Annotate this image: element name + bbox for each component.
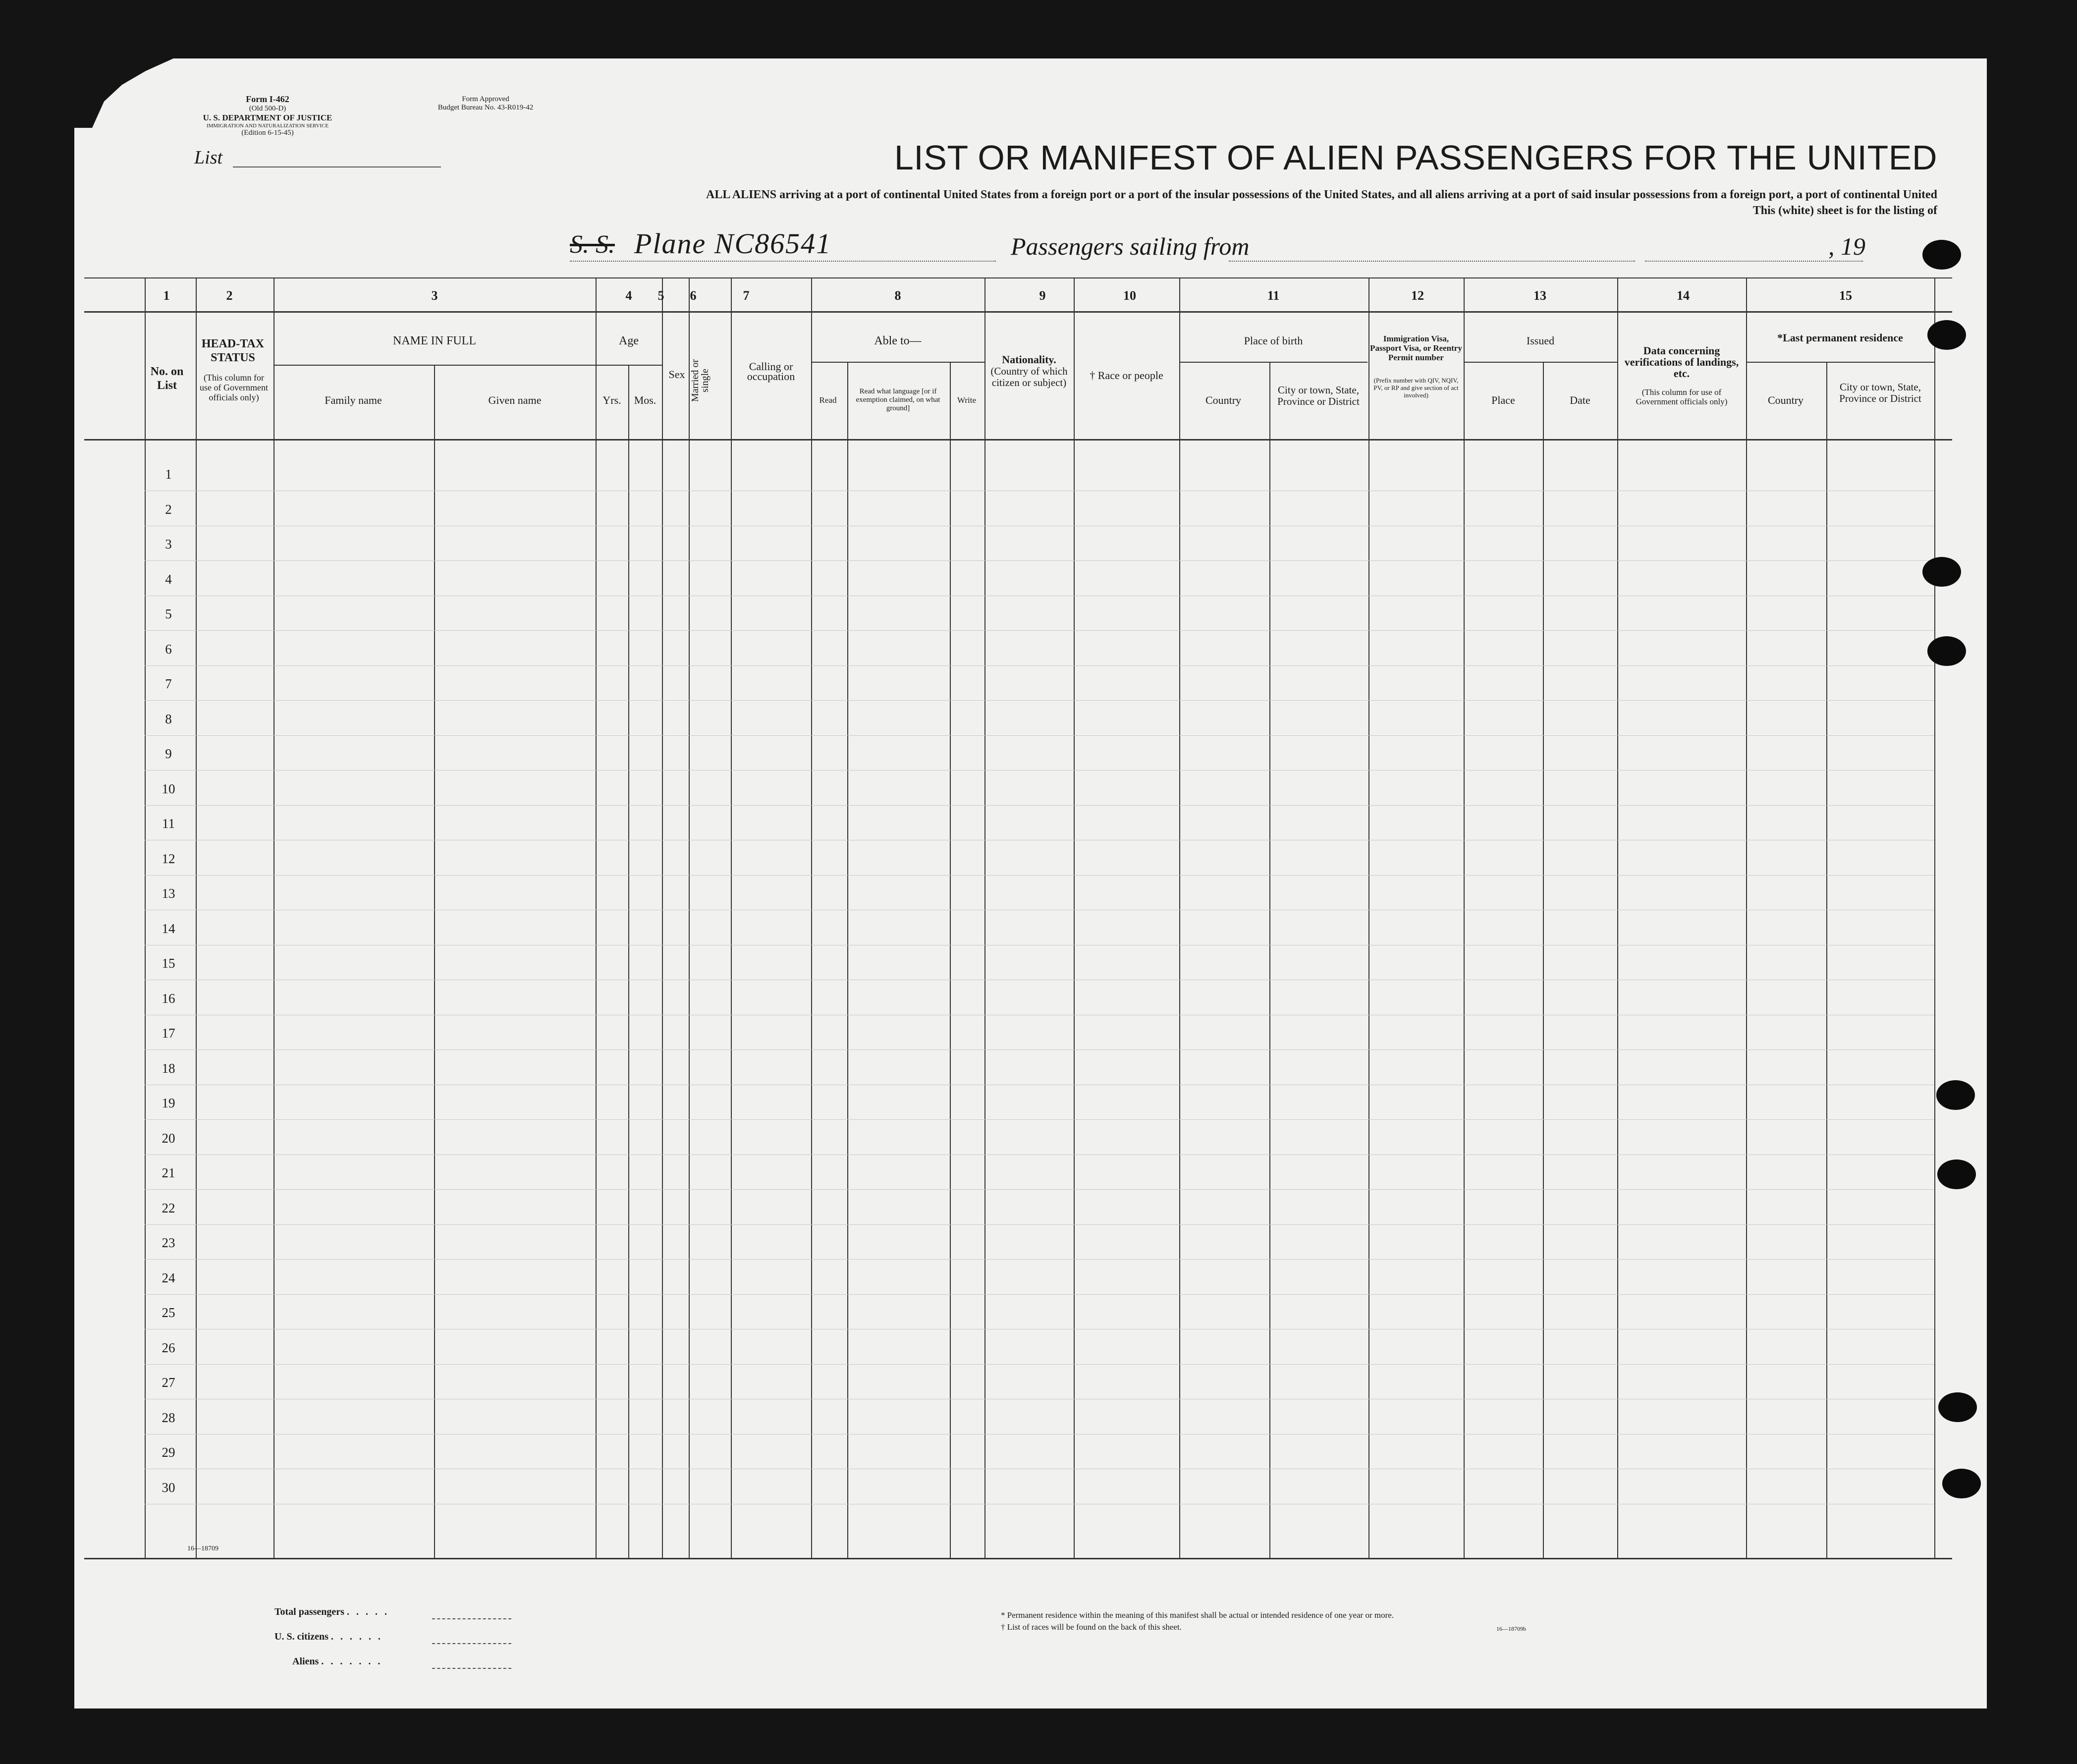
subtitle-line-1: ALL ALIENS arriving at a port of continental United States from a foreign port or a port of the insular possessions of the United States, and all aliens arriving at a port of said insular possessions from a foreign port, a port of continental United [706, 188, 1937, 201]
row-number: 20 [162, 1130, 175, 1146]
col-num-15: 15 [1839, 288, 1852, 303]
given-name-label: Given name [488, 394, 542, 406]
row-number: 10 [162, 781, 175, 796]
age-mos-label: Mos. [634, 394, 656, 406]
column-rule [628, 365, 629, 1558]
issued-date-label: Date [1570, 394, 1590, 406]
row-number: 3 [165, 537, 172, 551]
column-rule [596, 277, 597, 1558]
handwritten-vessel: Plane NC86541 [634, 227, 832, 260]
punch-hole [1922, 240, 1961, 270]
row-number: 1 [165, 467, 172, 482]
row-number: 30 [162, 1480, 175, 1495]
department-name: U. S. DEPARTMENT OF JUSTICE [203, 113, 332, 122]
col-num-4: 4 [625, 288, 632, 303]
column-rule [1368, 277, 1369, 1558]
table-row [145, 770, 1934, 771]
column-rule [1617, 277, 1618, 1558]
row-number: 24 [162, 1270, 175, 1285]
row-number: 17 [162, 1026, 175, 1041]
col-num-6: 6 [690, 288, 697, 303]
header-bottom-line [84, 439, 1952, 441]
ss-prefix: S. S. [570, 230, 615, 259]
us-citizens-label: U. S. citizens ...... [274, 1631, 387, 1642]
form-old-number: (Old 500-D) [249, 105, 286, 112]
column-rule [1543, 362, 1544, 1558]
row-number: 23 [162, 1235, 175, 1250]
row-number: 8 [165, 711, 172, 726]
column-rule [689, 277, 690, 1558]
col1-label-text: No. on List [150, 365, 184, 392]
residence-label: *Last permanent residence [1777, 331, 1903, 344]
able-to-label: Able to— [874, 334, 922, 347]
column-rule [273, 277, 274, 1558]
sailing-label: Passengers sailing from [1011, 232, 1250, 260]
row-number: 6 [165, 641, 172, 657]
table-row [145, 665, 1934, 666]
row-number: 16 [162, 991, 175, 1006]
row-number: 2 [165, 501, 172, 517]
race-people-label: † Race or people [1090, 369, 1163, 382]
footnote-races: † List of races will be found on the back of this sheet. [1001, 1622, 1182, 1632]
column-rule [731, 277, 732, 1558]
table-row [145, 1189, 1934, 1190]
print-code: 16—18709 [187, 1545, 219, 1552]
issued-label: Issued [1526, 334, 1555, 347]
service-name: IMMIGRATION AND NATURALIZATION SERVICE [206, 123, 329, 129]
calling-occupation-label: Calling or occupation [747, 360, 795, 383]
row-number: 27 [162, 1375, 175, 1390]
column-rule [1179, 277, 1180, 1558]
family-name-label: Family name [325, 394, 382, 406]
row-number: 15 [162, 956, 175, 971]
punch-hole [1937, 1159, 1976, 1189]
row-number: 28 [162, 1410, 175, 1425]
column-rule [434, 365, 435, 1558]
column-rule [1934, 277, 1935, 1558]
us-citizens-text: U. S. citizens [274, 1631, 328, 1642]
aliens-blank [432, 1668, 511, 1669]
table-row [145, 1119, 1934, 1120]
column-rule [1074, 277, 1075, 1558]
col-num-13: 13 [1533, 288, 1546, 303]
punch-hole [1927, 320, 1966, 350]
col1-label [145, 365, 189, 392]
col-num-8: 8 [894, 288, 901, 303]
nationality-label: Nationality. [1002, 353, 1056, 366]
table-row [145, 1364, 1934, 1365]
row-number: 9 [165, 746, 172, 761]
punch-hole [1922, 557, 1961, 587]
table-row [145, 1224, 1934, 1225]
year-label: , 19 [1828, 232, 1865, 260]
age-label: Age [619, 334, 639, 347]
column-rule [984, 277, 985, 1558]
visa-note: (Prefix number with QIV, NQIV, PV, or RP and give section of act involved) [1373, 377, 1459, 399]
column-rule [950, 362, 951, 1558]
birth-city-label: City or town, State, Province or District [1277, 384, 1360, 407]
nationality-note: (Country of which citizen or subject) [990, 365, 1068, 388]
col-num-5: 5 [657, 288, 664, 303]
verifications-label: Data concerning verifications of landings, etc. [1624, 344, 1739, 380]
age-yrs-label: Yrs. [602, 394, 621, 406]
column-rule [1464, 277, 1465, 1558]
form-approved: Form Approved [462, 95, 509, 103]
issued-place-label: Place [1491, 394, 1515, 406]
punch-hole [1938, 1392, 1977, 1422]
list-label: List [194, 147, 223, 168]
row-number: 14 [162, 921, 175, 936]
row-number: 18 [162, 1060, 175, 1076]
punch-hole [1927, 636, 1966, 666]
page-title: LIST OR MANIFEST OF ALIEN PASSENGERS FOR THE UNITED [894, 138, 1937, 177]
able-language-label: Read what language [or if exemption claimed, on what ground] [856, 387, 940, 412]
name-in-full-label: NAME IN FULL [393, 334, 476, 347]
issued-subheader-line [1464, 362, 1617, 363]
manifest-page [74, 58, 1987, 1709]
form-number: Form I-462 [246, 94, 289, 104]
able-subheader-line [811, 362, 984, 363]
col-num-9: 9 [1039, 288, 1046, 303]
row-number: 11 [162, 816, 175, 831]
headtax-label: HEAD-TAX STATUS [201, 337, 265, 364]
col-num-7: 7 [743, 288, 750, 303]
aliens-label: Aliens ....... [292, 1656, 387, 1667]
row-number: 13 [162, 886, 175, 901]
column-rule [1269, 362, 1270, 1558]
headtax-note: (This column for use of Government officials only) [200, 373, 268, 402]
subtitle-line-2: This (white) sheet is for the listing of [1752, 204, 1937, 217]
married-single-label: Married or single [690, 359, 711, 402]
us-citizens-blank [432, 1643, 511, 1644]
birth-country-label: Country [1205, 394, 1242, 406]
table-row [145, 1294, 1934, 1295]
table-row [145, 735, 1934, 736]
column-number-line [84, 311, 1952, 313]
punch-hole [1942, 1469, 1981, 1498]
table-bottom-line [84, 1558, 1952, 1559]
col-num-11: 11 [1267, 288, 1280, 303]
column-rule [811, 277, 812, 1558]
manifest-table [74, 58, 1987, 1709]
table-row [145, 875, 1934, 876]
column-rule [1826, 362, 1827, 1558]
row-number: 26 [162, 1340, 175, 1355]
residence-city-label: City or town, State, Province or District [1839, 381, 1921, 404]
column-rule [1746, 277, 1747, 1558]
able-read-label: Read [819, 395, 837, 405]
footnote-residence: * Permanent residence within the meaning of this manifest shall be actual or intended residence of one year or more. [1001, 1610, 1394, 1620]
table-row [145, 560, 1934, 561]
row-number: 12 [162, 851, 175, 866]
residence-country-label: Country [1767, 394, 1804, 406]
column-rule [662, 277, 663, 1558]
total-passengers-blank [432, 1618, 511, 1619]
table-top-line [84, 277, 1952, 278]
punch-hole [1936, 1080, 1975, 1110]
table-row [145, 700, 1934, 701]
residence-subheader-line [1746, 362, 1934, 363]
row-number: 5 [165, 606, 172, 621]
table-row [145, 630, 1934, 631]
footnote-code: 16—18709b [1496, 1625, 1526, 1632]
table-row [145, 1259, 1934, 1260]
budget-number: Budget Bureau No. 43-R019-42 [437, 104, 534, 111]
row-number: 19 [162, 1096, 175, 1110]
col-num-3: 3 [431, 288, 438, 303]
row-number: 29 [162, 1445, 175, 1460]
verifications-note: (This column for use of Government officials only) [1636, 387, 1728, 406]
col-num-12: 12 [1411, 288, 1424, 303]
able-write-label: Write [957, 395, 977, 405]
row-number: 7 [165, 676, 172, 691]
row-number: 22 [162, 1200, 175, 1215]
table-row [145, 1049, 1934, 1050]
col-num-10: 10 [1123, 288, 1136, 303]
aliens-text: Aliens [292, 1656, 319, 1667]
place-of-birth-label: Place of birth [1244, 334, 1303, 347]
column-rule [847, 362, 848, 1558]
table-row [145, 805, 1934, 806]
total-passengers-text: Total passengers [274, 1606, 344, 1617]
col-num-14: 14 [1677, 288, 1690, 303]
col-num-1: 1 [163, 288, 170, 303]
row-number: 21 [162, 1165, 175, 1180]
row-number: 4 [165, 571, 172, 587]
total-passengers-label: Total passengers ..... [274, 1606, 394, 1617]
row-number: 25 [162, 1305, 175, 1320]
sex-label: Sex [668, 368, 685, 381]
form-edition: (Edition 6-15-45) [241, 129, 294, 137]
visa-label: Immigration Visa, Passport Visa, or Reentry Permit number [1370, 334, 1462, 362]
col-num-2: 2 [226, 288, 233, 303]
birth-subheader-line [1179, 362, 1367, 363]
